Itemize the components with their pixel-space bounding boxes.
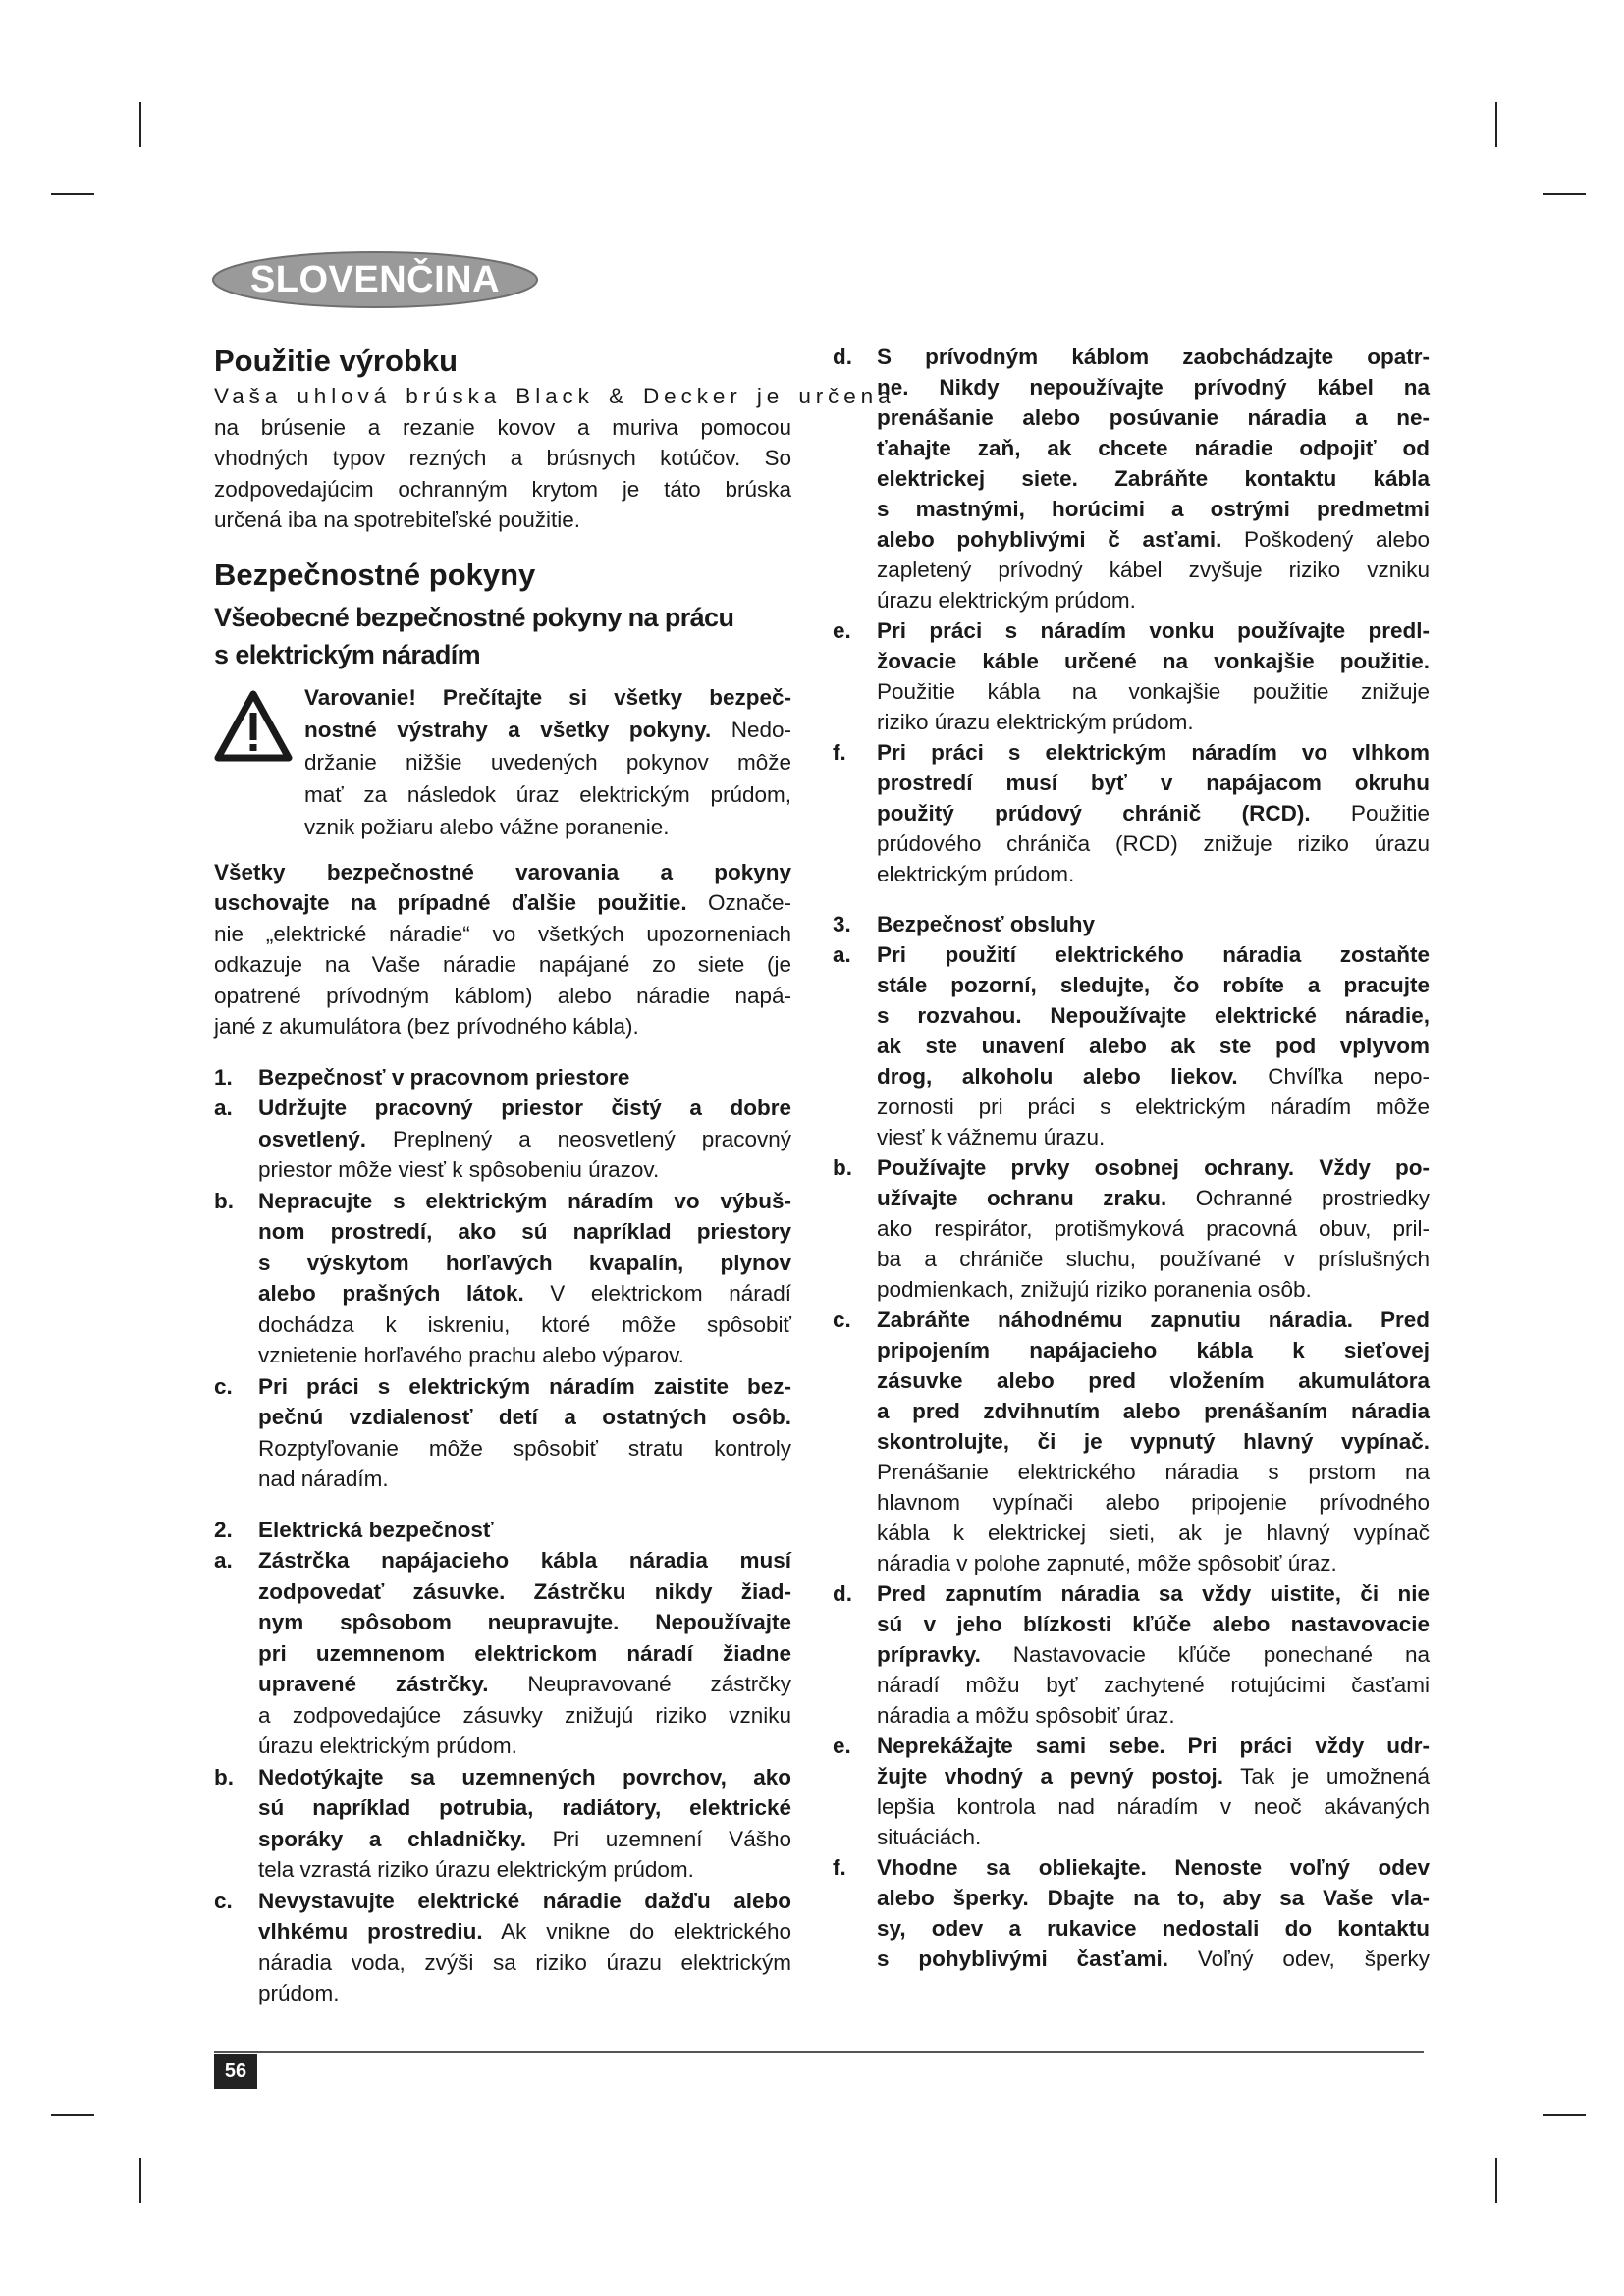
- bold-text: alebo prašných látok.: [258, 1281, 524, 1306]
- crop-mark: [139, 102, 141, 147]
- list-item: [833, 1852, 1430, 1974]
- body-text: odkazuje na Vaše náradie napájané zo siete (je: [214, 952, 791, 977]
- body-text: vznik požiaru alebo vážne poranenie.: [304, 814, 670, 839]
- text-line: [877, 1791, 1430, 1822]
- text-line: [877, 1426, 1430, 1457]
- bold-text: a pred zdvihnutím alebo prenášaním náradia: [877, 1399, 1430, 1423]
- bold-text: pri uzemnenom elektrickom náradí žiadne: [258, 1640, 791, 1666]
- list-item: [214, 1545, 791, 1762]
- bold-text: užívajte ochranu zraku.: [877, 1186, 1167, 1210]
- body-text: Neupravované zástrčky: [488, 1672, 791, 1696]
- item-label: c.: [833, 1308, 851, 1332]
- body-text: dochádza k iskreniu, ktoré môže spôsobiť: [258, 1311, 791, 1337]
- body-text: Ochranné prostriedky: [1166, 1186, 1430, 1210]
- bold-text: Varovanie! Prečítajte si všetky bezpeč-: [304, 684, 791, 710]
- text-line: [258, 1824, 791, 1855]
- body-text: Chvíľka nepo-: [1237, 1064, 1430, 1089]
- item-label: 2.: [214, 1517, 233, 1542]
- text-line: [877, 1365, 1430, 1396]
- text-line: [877, 1000, 1430, 1031]
- text-line: [258, 1948, 791, 1979]
- bold-text: prípravky.: [877, 1642, 981, 1667]
- item-label: f.: [833, 740, 846, 765]
- crop-mark: [1543, 193, 1586, 195]
- text-line: [258, 1340, 791, 1371]
- right-column: [833, 342, 1430, 1974]
- body-text: Preplnený a neosvetlený pracovný: [366, 1126, 791, 1151]
- body-text: ba a chrániče sluchu, používané v príslušných: [877, 1247, 1430, 1271]
- text-line: [258, 1278, 791, 1309]
- text-line: [304, 681, 791, 714]
- bold-text: žujte vhodný a pevný postoj.: [877, 1764, 1223, 1789]
- text-line: [877, 1457, 1430, 1487]
- text-line: [304, 778, 791, 811]
- text-line: [877, 1761, 1430, 1791]
- bold-text: pečnú vzdialenosť detí a ostatných osôb.: [258, 1405, 791, 1429]
- bold-text: sú napríklad potrubia, radiátory, elektrické: [258, 1795, 791, 1820]
- bold-text: ťahajte zaň, ak chcete náradie odpojiť od: [877, 436, 1430, 460]
- subheading: [214, 599, 791, 673]
- body-text: držanie nižšie uvedených pokynov môže: [304, 749, 791, 774]
- text-line: [877, 524, 1430, 555]
- bold-text: Všetky bezpečnostné varovania a pokyny: [214, 859, 791, 884]
- text-line: [214, 505, 791, 536]
- list-item: [833, 1578, 1430, 1731]
- text-line: [877, 1944, 1430, 1974]
- item-label: e.: [833, 618, 851, 643]
- text-line: [877, 939, 1430, 970]
- text-line: [877, 1700, 1430, 1731]
- bold-text: zásuvke alebo pred vložením akumulátora: [877, 1368, 1430, 1393]
- text-line: [258, 1124, 791, 1155]
- text-line: [877, 433, 1430, 463]
- body-text: zornosti pri práci s elektrickým náradím môže: [877, 1095, 1430, 1119]
- text-line: [258, 1731, 791, 1762]
- body-text: elektrickým prúdom.: [877, 862, 1075, 886]
- item-label: a.: [214, 1548, 233, 1573]
- text-line: [877, 1639, 1430, 1670]
- text-line: [877, 372, 1430, 402]
- bold-text: Neprekážajte sami sebe. Pri práci vždy udr-: [877, 1734, 1430, 1758]
- page-number: 56: [214, 2054, 257, 2089]
- bold-text: Nepracujte s elektrickým náradím vo výbuš-: [258, 1188, 791, 1213]
- bold-text: prenášanie alebo posúvanie náradia a ne-: [877, 405, 1430, 430]
- body-text: Vaša uhlová brúska Black & Decker je určena: [214, 384, 895, 408]
- body-text: a zodpovedajúce zásuvky znižujú riziko vzniku: [258, 1702, 791, 1728]
- body-text: Použitie kábla na vonkajšie použitie znižuje: [877, 679, 1430, 704]
- item-label: d.: [833, 1581, 852, 1606]
- body-text: Použitie: [1310, 801, 1430, 826]
- bold-text: Zástrčka napájacieho kábla náradia musí: [258, 1548, 791, 1573]
- item-label: c.: [214, 1888, 233, 1913]
- text-line: [877, 342, 1430, 372]
- bold-text: Pri práci s náradím vonku používajte predl-: [877, 618, 1430, 643]
- body-text: náradia a môžu spôsobiť úraz.: [877, 1703, 1175, 1728]
- body-text: Nedo-: [711, 717, 791, 742]
- bold-text: sú v jeho blízkosti kľúče alebo nastavovacie: [877, 1612, 1430, 1636]
- text-line: [214, 919, 791, 950]
- item-label: 3.: [833, 912, 851, 936]
- bold-text: Elektrická bezpečnosť: [258, 1517, 494, 1542]
- text-line: [877, 828, 1430, 859]
- body-text: Označe-: [686, 890, 791, 915]
- bold-text: s mastnými, horúcimi a ostrými predmetmi: [877, 497, 1430, 521]
- text-line: [877, 1031, 1430, 1061]
- bold-text: prostredí musí byť v napájacom okruhu: [877, 771, 1430, 795]
- text-line: [877, 615, 1430, 646]
- crop-mark: [1543, 2114, 1586, 2116]
- text-line: [214, 949, 791, 981]
- text-line: [258, 1309, 791, 1341]
- body-text: určená iba na spotrebiteľské použitie.: [214, 507, 581, 532]
- item-label: b.: [214, 1764, 234, 1789]
- text-line: [258, 1978, 791, 2009]
- bold-text: Používajte prvky osobnej ochrany. Vždy po-: [877, 1155, 1430, 1180]
- body-text: vznietenie horľavého prachu alebo výparov.: [258, 1343, 684, 1367]
- text-line: [214, 381, 895, 412]
- bold-text: Pred zapnutím náradia sa vždy uistite, či nie: [877, 1581, 1430, 1606]
- text-line: [214, 474, 791, 506]
- text-line: [877, 1335, 1430, 1365]
- text-line: [258, 1248, 791, 1279]
- bold-text: alebo pohyblivými č asťami.: [877, 527, 1222, 552]
- section-heading: [214, 1515, 791, 1546]
- paragraph: [214, 857, 791, 1042]
- body-text: kábla k elektrickej sieti, ak je hlavný vypínač: [877, 1521, 1430, 1545]
- text-line: [877, 585, 1430, 615]
- crop-mark: [1495, 102, 1497, 147]
- body-text: prúdom.: [258, 1981, 340, 2005]
- item-label: c.: [214, 1373, 233, 1399]
- list-item: [833, 737, 1430, 889]
- text-line: [877, 909, 1430, 939]
- list-item: [833, 1731, 1430, 1852]
- language-banner: [210, 249, 540, 310]
- text-line: [258, 1669, 791, 1700]
- text-line: [214, 636, 791, 673]
- text-line: [877, 1883, 1430, 1913]
- text-line: [258, 1886, 791, 1917]
- text-line: [877, 1396, 1430, 1426]
- bold-text: Použitie výrobku: [214, 344, 459, 378]
- text-line: [877, 1183, 1430, 1213]
- list-item: [833, 939, 1430, 1152]
- body-text: Voľný odev, šperky: [1167, 1947, 1430, 1971]
- bold-text: ak ste unavení alebo ak ste pod vplyvom: [877, 1034, 1430, 1058]
- bold-text: použitý prúdový chránič (RCD).: [877, 801, 1311, 826]
- body-text: Poškodený alebo: [1221, 527, 1430, 552]
- bold-text: ne. Nikdy nepoužívajte prívodný kábel na: [877, 375, 1430, 400]
- text-line: [877, 555, 1430, 585]
- body-text: riziko úrazu elektrickým prúdom.: [877, 710, 1194, 734]
- text-line: [877, 1152, 1430, 1183]
- text-line: [258, 1093, 791, 1124]
- bold-text: s výskytom horľavých kvapalín, plynov: [258, 1250, 791, 1275]
- text-line: [258, 1515, 791, 1546]
- bold-text: zodpovedať zásuvke. Zástrčku nikdy žiad-: [258, 1578, 791, 1604]
- list-item: [214, 1371, 791, 1495]
- body-text: náradia voda, zvýši sa riziko úrazu elektrickým: [258, 1949, 791, 1975]
- item-label: d.: [833, 345, 852, 369]
- text-line: [258, 1576, 791, 1608]
- bold-text: vlhkému prostrediu.: [258, 1919, 483, 1944]
- bold-text: Pri práci s elektrickým náradím zaistite bez-: [258, 1373, 791, 1399]
- language-label: SLOVENČINA: [249, 259, 501, 300]
- bold-text: nym spôsobom neupravujte. Nepoužívajte: [258, 1610, 791, 1634]
- text-line: [877, 1122, 1430, 1152]
- text-line: [877, 1913, 1430, 1944]
- bold-text: drog, alkoholu alebo liekov.: [877, 1064, 1238, 1089]
- bold-text: Udržujte pracovný priestor čistý a dobre: [258, 1095, 791, 1120]
- text-line: [214, 443, 791, 474]
- body-text: Tak je umožnená: [1222, 1764, 1431, 1789]
- text-line: [258, 1854, 791, 1886]
- body-text: podmienkach, znižujú riziko poranenia osôb.: [877, 1277, 1312, 1302]
- text-line: [877, 859, 1430, 889]
- text-line: [304, 746, 791, 778]
- bold-text: Bezpečnosť obsluhy: [877, 912, 1096, 936]
- text-line: [214, 412, 791, 444]
- crop-mark: [139, 2158, 141, 2203]
- bold-text: alebo šperky. Dbajte na to, aby sa Vaše vla-: [877, 1886, 1430, 1910]
- body-text: hlavnom vypínači alebo pripojenie prívodného: [877, 1490, 1430, 1515]
- text-line: [877, 737, 1430, 768]
- item-label: 1.: [214, 1064, 233, 1090]
- bold-text: uschovajte na prípadné ďalšie použitie.: [214, 890, 687, 915]
- text-line: [877, 1487, 1430, 1518]
- item-label: e.: [833, 1734, 851, 1758]
- list-item: [214, 1762, 791, 1886]
- text-line: [877, 1518, 1430, 1548]
- body-text: lepšia kontrola nad náradím v neoč akávaných: [877, 1794, 1430, 1819]
- bold-text: s elektrickým náradím: [214, 639, 481, 669]
- item-label: b.: [833, 1155, 852, 1180]
- heading: [214, 556, 791, 595]
- body-text: mať za následok úraz elektrickým prúdom,: [304, 781, 791, 807]
- body-text: nad náradím.: [258, 1467, 389, 1491]
- section-heading: [833, 909, 1430, 939]
- list-item: [214, 1093, 791, 1186]
- text-line: [258, 1464, 791, 1495]
- bold-text: Nevystavujte elektrické náradie dažďu alebo: [258, 1888, 791, 1913]
- text-line: [877, 1305, 1430, 1335]
- bold-text: Všeobecné bezpečnostné pokyny na prácu: [214, 602, 734, 632]
- bold-text: Vhodne sa obliekajte. Nenoste voľný odev: [877, 1855, 1430, 1880]
- text-line: [258, 1433, 791, 1465]
- crop-mark: [51, 193, 94, 195]
- body-text: Nastavovacie kľúče ponechané na: [980, 1642, 1430, 1667]
- text-line: [258, 1638, 791, 1670]
- text-line: [258, 1402, 791, 1433]
- text-line: [214, 556, 791, 595]
- body-text: Prenášanie elektrického náradia s prstom na: [877, 1460, 1430, 1484]
- bold-text: Nedotýkajte sa uzemnených povrchov, ako: [258, 1764, 791, 1789]
- bold-text: S prívodným káblom zaobchádzajte opatr-: [877, 345, 1430, 369]
- text-line: [877, 463, 1430, 494]
- text-line: [214, 857, 791, 888]
- list-item: [833, 615, 1430, 737]
- bold-text: Pri práci s elektrickým náradím vo vlhkom: [877, 740, 1430, 765]
- body-text: na brúsenie a rezanie kovov a muriva pomocou: [214, 414, 791, 440]
- body-text: tela vzrastá riziko úrazu elektrickým prúdom.: [258, 1857, 694, 1882]
- crop-mark: [51, 2114, 94, 2116]
- text-line: [877, 1274, 1430, 1305]
- text-line: [258, 1762, 791, 1793]
- text-line: [258, 1371, 791, 1403]
- body-text: viesť k vážnemu úrazu.: [877, 1125, 1106, 1149]
- text-line: [877, 798, 1430, 828]
- bold-text: stále pozorní, sledujte, čo robíte a pracujte: [877, 973, 1430, 997]
- text-line: [258, 1216, 791, 1248]
- text-line: [877, 970, 1430, 1000]
- text-line: [214, 599, 791, 636]
- bold-text: nom prostredí, ako sú napríklad priestory: [258, 1219, 791, 1244]
- section-heading: [214, 1062, 791, 1094]
- text-line: [877, 646, 1430, 676]
- bold-text: Pri použití elektrického náradia zostaňte: [877, 942, 1430, 967]
- text-line: [877, 1213, 1430, 1244]
- body-text: situáciách.: [877, 1825, 982, 1849]
- list-item: [214, 1186, 791, 1371]
- list-item: [833, 342, 1430, 615]
- text-line: [214, 1011, 791, 1042]
- text-line: [877, 1548, 1430, 1578]
- body-text: zodpovedajúcim ochranným krytom je táto brúska: [214, 476, 791, 502]
- bold-text: upravené zástrčky.: [258, 1672, 489, 1696]
- item-label: b.: [214, 1188, 234, 1213]
- body-text: prúdového chrániča (RCD) znižuje riziko úrazu: [877, 831, 1430, 856]
- text-line: [258, 1792, 791, 1824]
- text-line: [258, 1062, 791, 1094]
- text-line: [877, 1061, 1430, 1092]
- heading: [214, 342, 791, 381]
- text-line: [877, 1822, 1430, 1852]
- body-text: náradí môžu byť zachytené rotujúcimi časťami: [877, 1673, 1430, 1697]
- text-line: [877, 768, 1430, 798]
- list-item: [833, 1305, 1430, 1578]
- warning-triangle-icon: [214, 689, 293, 769]
- body-text: Pri uzemnení Vášho: [525, 1826, 791, 1851]
- text-line: [877, 707, 1430, 737]
- body-text: náradia v polohe zapnuté, môže spôsobiť úraz.: [877, 1551, 1337, 1575]
- text-line: [304, 714, 791, 746]
- text-line: [258, 1154, 791, 1186]
- bold-text: Bezpečnostné pokyny: [214, 557, 536, 592]
- body-text: vhodných typov rezných a brúsnych kotúčov. So: [214, 446, 791, 470]
- body-text: V elektrickom náradí: [523, 1281, 791, 1306]
- footer-rule: [214, 2051, 1424, 2053]
- body-text: úrazu elektrickým prúdom.: [258, 1734, 517, 1758]
- text-line: [258, 1186, 791, 1217]
- body-text: Ak vnikne do elektrického: [482, 1919, 791, 1944]
- body-text: opatrené prívodným káblom) alebo náradie napá-: [214, 983, 791, 1008]
- item-label: a.: [214, 1095, 233, 1120]
- text-line: [258, 1545, 791, 1576]
- bold-text: nostné výstrahy a všetky pokyny.: [304, 717, 712, 742]
- text-line: [304, 811, 791, 843]
- text-line: [258, 1700, 791, 1732]
- paragraph: [214, 381, 895, 536]
- list-item: [833, 1152, 1430, 1305]
- list-item: [214, 1886, 791, 2009]
- text-line: [214, 981, 791, 1012]
- item-label: a.: [833, 942, 851, 967]
- bold-text: s pohyblivými časťami.: [877, 1947, 1168, 1971]
- bold-text: skontrolujte, či je vypnutý hlavný vypínač.: [877, 1429, 1430, 1454]
- text-line: [214, 342, 791, 381]
- warning-notice: [214, 681, 791, 843]
- text-line: [877, 1731, 1430, 1761]
- bold-text: sy, odev a rukavice nedostali do kontaktu: [877, 1916, 1430, 1941]
- left-column: [214, 342, 895, 2009]
- body-text: jané z akumulátora (bez prívodného kábla).: [214, 1014, 639, 1039]
- bold-text: osvetlený.: [258, 1126, 367, 1151]
- text-line: [877, 1670, 1430, 1700]
- text-line: [214, 887, 791, 919]
- body-text: priestor môže viesť k spôsobeniu úrazov.: [258, 1157, 660, 1182]
- bold-text: žovacie káble určené na vonkajšie použitie.: [877, 649, 1430, 673]
- text-line: [877, 1852, 1430, 1883]
- text-line: [877, 1609, 1430, 1639]
- bold-text: Zabráňte náhodnému zapnutiu náradia. Pred: [877, 1308, 1430, 1332]
- text-line: [877, 1578, 1430, 1609]
- item-label: f.: [833, 1855, 846, 1880]
- body-text: zapletený prívodný kábel zvyšuje riziko vzniku: [877, 558, 1430, 582]
- text-line: [258, 1607, 791, 1638]
- bold-text: Bezpečnosť v pracovnom priestore: [258, 1064, 630, 1090]
- text-line: [877, 402, 1430, 433]
- bold-text: elektrickej siete. Zabráňte kontaktu kábla: [877, 466, 1430, 491]
- crop-mark: [1495, 2158, 1497, 2203]
- text-line: [877, 676, 1430, 707]
- text-line: [258, 1916, 791, 1948]
- body-text: nie „elektrické náradie“ vo všetkých upozorneniach: [214, 921, 791, 946]
- bold-text: s rozvahou. Nepoužívajte elektrické náradie,: [877, 1003, 1430, 1028]
- bold-text: pripojením napájacieho kábla k sieťovej: [877, 1338, 1430, 1362]
- body-text: úrazu elektrickým prúdom.: [877, 588, 1136, 613]
- text-line: [877, 1244, 1430, 1274]
- bold-text: sporáky a chladničky.: [258, 1826, 526, 1851]
- body-text: Rozptyľovanie môže spôsobiť stratu kontroly: [258, 1435, 791, 1461]
- text-line: [877, 494, 1430, 524]
- text-line: [877, 1092, 1430, 1122]
- body-text: ako respirátor, protišmyková pracovná obuv, pril-: [877, 1216, 1430, 1241]
